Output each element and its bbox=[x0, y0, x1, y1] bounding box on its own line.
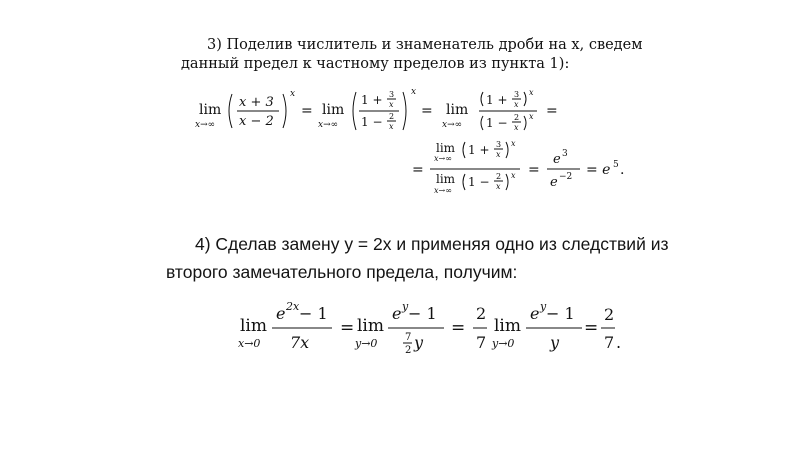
small-denominator: x bbox=[514, 123, 519, 132]
numerator-e: e bbox=[530, 304, 540, 323]
formula-4-result bbox=[584, 300, 628, 360]
equals-sign: = bbox=[584, 318, 599, 338]
numerator: 1 + bbox=[361, 93, 383, 107]
equals-sign: = bbox=[546, 103, 558, 119]
exponent: x bbox=[511, 171, 516, 180]
small-numerator: 2 bbox=[514, 113, 520, 122]
numerator-exponent: 3 bbox=[562, 149, 568, 159]
lim-label: lim bbox=[322, 102, 345, 118]
small-denominator: 2 bbox=[405, 345, 412, 356]
period: . bbox=[620, 162, 625, 178]
equals-sign: = bbox=[528, 162, 540, 178]
lim-label: lim bbox=[494, 316, 521, 336]
denominator: 7 bbox=[476, 333, 487, 352]
equals-sign: = bbox=[340, 318, 355, 338]
lim-subscript: x→∞ bbox=[434, 154, 452, 163]
small-denominator: x bbox=[514, 100, 519, 109]
denominator-exponent: −2 bbox=[559, 172, 573, 182]
right-paren bbox=[283, 94, 286, 128]
numerator-exponent: y bbox=[540, 300, 547, 313]
item4-line2: второго замечательного предела, получим: bbox=[166, 262, 518, 282]
numerator-minus-one: − 1 bbox=[408, 304, 437, 323]
numerator-e: e bbox=[276, 304, 286, 323]
exponent: x bbox=[290, 89, 296, 99]
formula-4 bbox=[232, 295, 602, 367]
small-numerator: 2 bbox=[496, 172, 502, 181]
equals-sign: = bbox=[301, 103, 313, 119]
denominator: 7 bbox=[604, 333, 615, 352]
small-numerator: 3 bbox=[389, 90, 395, 99]
exponent: x bbox=[511, 139, 516, 148]
item4-line1: 4) Сделав замену y = 2x и применяя одно из следствий из bbox=[195, 234, 669, 254]
exponent: x bbox=[529, 112, 534, 121]
lim-label: lim bbox=[436, 172, 456, 186]
numerator-e: e bbox=[553, 152, 561, 167]
denominator: y bbox=[550, 333, 560, 352]
numerator: 1 + bbox=[486, 93, 508, 107]
lim-label: lim bbox=[199, 102, 222, 118]
numerator-minus-one: − 1 bbox=[546, 304, 575, 323]
equals-sign: = bbox=[412, 162, 424, 178]
lim-subscript: x→∞ bbox=[318, 120, 339, 130]
lim-subscript: x→∞ bbox=[434, 186, 452, 195]
formula-3-row2 bbox=[410, 138, 635, 202]
right-paren bbox=[524, 116, 526, 130]
numerator-e: e bbox=[392, 304, 402, 323]
item3-line2: данный предел к частному пределов из пункта 1): bbox=[181, 56, 570, 72]
small-denominator: x bbox=[389, 122, 394, 131]
lim-subscript: x→0 bbox=[238, 337, 261, 350]
numerator: 2 bbox=[604, 305, 615, 324]
period: . bbox=[616, 333, 622, 352]
right-paren bbox=[506, 142, 508, 158]
lim-label: lim bbox=[240, 316, 267, 336]
small-denominator: x bbox=[389, 100, 394, 109]
equals-sign: = bbox=[451, 318, 466, 338]
exponent: x bbox=[529, 88, 534, 97]
small-numerator: 2 bbox=[389, 112, 395, 121]
denominator-variable: y bbox=[414, 333, 424, 352]
denominator: 1 − bbox=[361, 115, 383, 129]
left-paren bbox=[481, 92, 483, 106]
numerator-exponent: y bbox=[402, 300, 409, 313]
small-numerator: 3 bbox=[496, 140, 502, 149]
left-paren bbox=[229, 94, 232, 128]
numerator: 1 + bbox=[468, 143, 490, 157]
numerator-minus-one: − 1 bbox=[299, 304, 328, 323]
lim-subscript: x→∞ bbox=[442, 120, 463, 130]
right-paren bbox=[403, 92, 406, 130]
left-paren bbox=[353, 92, 356, 130]
right-paren bbox=[506, 174, 508, 190]
formula-3-row1 bbox=[195, 84, 585, 140]
lim-subscript: x→∞ bbox=[195, 120, 216, 130]
lim-label: lim bbox=[446, 102, 469, 118]
result: = e bbox=[586, 162, 611, 178]
denominator: 7x bbox=[290, 333, 310, 352]
denominator: 1 − bbox=[486, 116, 508, 130]
small-denominator: x bbox=[496, 150, 501, 159]
right-paren bbox=[524, 92, 526, 106]
equals-sign: = bbox=[421, 103, 433, 119]
result-exponent: 5 bbox=[613, 160, 619, 170]
denominator-e: e bbox=[550, 175, 558, 190]
lim-label: lim bbox=[436, 141, 456, 155]
left-paren bbox=[463, 142, 465, 158]
small-numerator: 7 bbox=[405, 332, 412, 343]
denominator: x − 2 bbox=[239, 114, 274, 129]
small-denominator: x bbox=[496, 182, 501, 191]
lim-label: lim bbox=[357, 316, 384, 336]
item3-line1: 3) Поделив числитель и знаменатель дроби на x, сведем bbox=[207, 37, 643, 53]
small-numerator: 3 bbox=[514, 90, 520, 99]
lim-subscript: y→0 bbox=[355, 337, 378, 350]
left-paren bbox=[481, 116, 483, 130]
numerator-exponent: 2x bbox=[286, 300, 300, 313]
exponent: x bbox=[411, 87, 417, 97]
denominator: 1 − bbox=[468, 175, 490, 189]
lim-subscript: y→0 bbox=[492, 337, 515, 350]
left-paren bbox=[463, 174, 465, 190]
numerator: x + 3 bbox=[239, 95, 274, 110]
numerator: 2 bbox=[476, 304, 487, 323]
